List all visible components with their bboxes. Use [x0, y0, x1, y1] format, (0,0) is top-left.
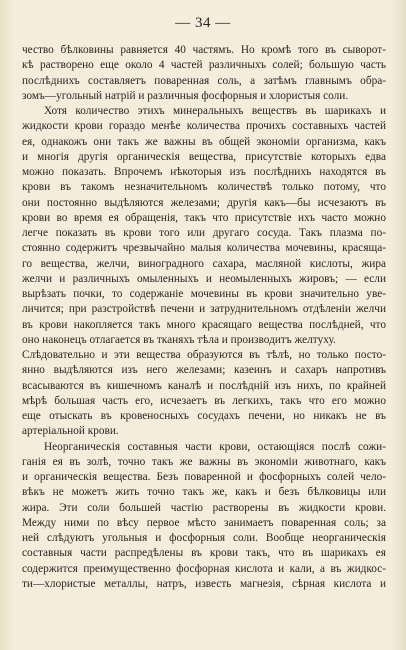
text-line: стоянно содержитъ чрезвычайно малыя количества мочевины, красяща- — [22, 242, 386, 255]
text-line: Неорганическія составныя части крови, остающіяся послѣ сожи- — [44, 440, 386, 453]
text-line: желчи и различныхъ омыленныхъ и неомыленныхъ жировъ; — если — [22, 272, 386, 285]
text-line: Хотя количество этихъ минеральныхъ веществъ въ шарикахъ и — [44, 105, 386, 117]
page-number: — 34 — — [175, 15, 231, 31]
body-text — [22, 43, 386, 592]
text-line: вѣкъ не можетъ жить точно такъ же, какъ и безъ бѣлковицы или — [22, 486, 386, 499]
text-line: кѣ растворено еще около 4 частей различныхъ солей; большую часть — [22, 59, 386, 72]
text-line: легче показать въ крови того или другаго сосуда. Такъ плазма по- — [22, 227, 386, 239]
text-line: ганія ея въ золѣ, точно такъ же важны въ экономіи животнаго, какъ — [22, 455, 386, 468]
text-line: и органическія вещества. Безъ поваренной и фосфорныхъ солей чело- — [22, 471, 386, 483]
text-line: личится; при разстройствѣ печени и затруднительномъ отдѣленіи желчи — [22, 303, 386, 316]
text-line: Между ними по вѣсу первое мѣсто занимаетъ поваренная соль; за — [22, 516, 386, 529]
text-line: и многія другія органическія вещества, присутствіе которыхъ едва — [22, 150, 386, 163]
text-line: го вещества, желчи, виноградного сахара, масляной кислоты, жира — [22, 257, 386, 270]
text-line: содержится преимущественно фосфорная кислота и кали, а въ жидкос- — [22, 562, 386, 575]
text-line: янно выдѣляются изъ него железами; казеинъ и сахаръ напротивъ — [22, 364, 386, 377]
text-line: мѣрѣ большая часть его, исчезаетъ въ легкихъ, такъ что его можно — [22, 394, 386, 407]
text-line: оно наконецъ отлагается въ тканяхъ тѣла и производитъ желтуху. — [22, 333, 336, 346]
text-line: вырѣзать почки, то содержаніе мочевины въ крови значительно уве- — [22, 288, 386, 300]
text-line: всасываются въ кишечномъ каналѣ и послѣдній изъ нихъ, по крайней — [22, 379, 386, 392]
text-line: послѣднихъ составляетъ поваренная соль, а затѣмъ главнымъ обра- — [22, 74, 386, 87]
text-line: они постоянно выдѣляются железами; другія какъ—бы исчезаютъ въ — [22, 196, 386, 209]
text-line: зомъ—угольный натрій и различныя фосфорныя и хлористыя соли. — [22, 89, 349, 102]
text-line: ней слѣдуютъ угольныя и фосфорныя соли. Вообще неорганическія — [22, 532, 386, 544]
text-line: крови во время ея обращенія, такъ что присутствіе ихъ часто можно — [22, 211, 386, 224]
text-line: Слѣдовательно и эти вещества образуются въ тѣлѣ, но только посто- — [22, 349, 386, 361]
text-line: можно показать. Впрочемъ нѣкоторыя изъ послѣднихъ находятся въ — [22, 166, 386, 178]
text-line: артеріальной крови. — [22, 425, 119, 438]
text-line: еще отыскать въ кровеносныхъ сосудахъ печени, но никакъ не въ — [22, 410, 386, 422]
text-line: въ крови накопляется такъ много красящаго вещества послѣдней, что — [22, 318, 386, 331]
text-line: жидкости крови гораздо менѣе количества прочихъ составныхъ частей — [22, 120, 386, 133]
text-line: составныя части распредѣлены въ крови такъ, что въ шарикахъ ея — [22, 547, 386, 560]
text-line: жира. Эти соли большей частію растворены въ жидкости крови. — [22, 501, 386, 514]
text-line: крови въ такомъ незначительномъ количествѣ только потому, что — [22, 181, 386, 194]
text-line: ти—хлористые металлы, натръ, известь магнезія, сѣрная кислота и — [22, 577, 386, 590]
text-line: ея, однакожъ они такъ же важны въ общей экономіи организма, какъ — [22, 135, 386, 148]
text-line: чество бѣлковины равняется 40 частямъ. Но кромѣ того въ сыворот- — [22, 44, 386, 56]
